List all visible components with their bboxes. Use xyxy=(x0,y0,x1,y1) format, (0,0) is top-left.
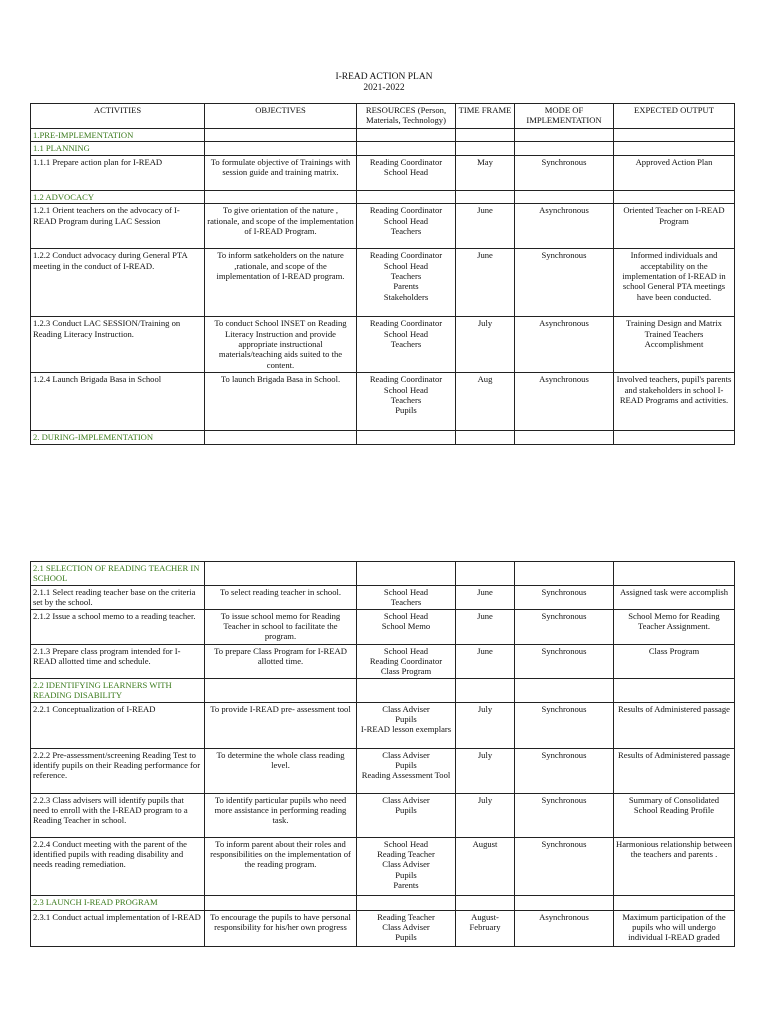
expected-output-cell: Summary of Consolidated School Reading Profile xyxy=(614,793,735,837)
mode-cell: Synchronous xyxy=(515,837,614,895)
mode-cell: Synchronous xyxy=(515,585,614,609)
time-frame-cell: May xyxy=(456,155,515,190)
objective-cell: To launch Brigada Basa in School. xyxy=(205,373,357,431)
table-row xyxy=(31,204,735,249)
table-row xyxy=(31,644,735,678)
resources-cell: Reading Coordinator School Head Teachers xyxy=(357,204,456,249)
section-label: 1.1 PLANNING xyxy=(31,142,205,155)
time-frame-cell: June xyxy=(456,204,515,249)
expected-output-cell: Class Program xyxy=(614,644,735,678)
expected-output-cell: Assigned task were accomplish xyxy=(614,585,735,609)
resources-cell: Reading Coordinator School Head Teachers Pupils xyxy=(357,373,456,431)
activity-cell: 2.2.2 Pre-assessment/screening Reading Test to identify pupils on their Reading performance for reference. xyxy=(31,748,205,793)
section-label: 2.2 IDENTIFYING LEARNERS WITH READING DISABILITY xyxy=(31,678,205,702)
resources-cell: Reading Coordinator School Head xyxy=(357,155,456,190)
time-frame-cell: June xyxy=(456,609,515,644)
objective-cell: To issue school memo for Reading Teacher in school to facilitate the program. xyxy=(205,609,357,644)
time-frame-cell: July xyxy=(456,317,515,373)
expected-output-cell: Maximum participation of the pupils who will undergo individual I-READ graded xyxy=(614,910,735,946)
activity-cell: 2.2.1 Conceptualization of I-READ xyxy=(31,702,205,748)
expected-output-cell: School Memo for Reading Teacher Assignment. xyxy=(614,609,735,644)
table-row xyxy=(31,837,735,895)
mode-cell: Synchronous xyxy=(515,644,614,678)
resources-cell: Class Adviser Pupils Reading Assessment Tool xyxy=(357,748,456,793)
objective-cell: To identify particular pupils who need more assistance in performing reading task. xyxy=(205,793,357,837)
table-row xyxy=(31,609,735,644)
section-row xyxy=(31,562,735,586)
action-plan-table-1 xyxy=(30,103,735,445)
time-frame-cell: June xyxy=(456,585,515,609)
mode-cell: Synchronous xyxy=(515,609,614,644)
time-frame-cell: Aug xyxy=(456,373,515,431)
section-row xyxy=(31,678,735,702)
section-label: 1.PRE-IMPLEMENTATION xyxy=(31,129,205,142)
time-frame-cell: July xyxy=(456,702,515,748)
mode-cell: Asynchronous xyxy=(515,204,614,249)
time-frame-cell: July xyxy=(456,793,515,837)
activity-cell: 1.2.2 Conduct advocacy during General PTA meeting in the conduct of I-READ. xyxy=(31,249,205,317)
expected-output-cell: Results of Administered passage xyxy=(614,702,735,748)
section-row xyxy=(31,431,735,444)
section-label: 2.3 LAUNCH I-READ PROGRAM xyxy=(31,895,205,910)
header-time-frame: TIME FRAME xyxy=(456,104,515,129)
time-frame-cell: June xyxy=(456,249,515,317)
activity-cell: 2.2.3 Class advisers will identify pupils that need to enroll with the I-READ program to a Reading Teacher in school. xyxy=(31,793,205,837)
table-header-row xyxy=(31,104,735,129)
mode-cell: Asynchronous xyxy=(515,373,614,431)
table-row xyxy=(31,702,735,748)
mode-cell: Synchronous xyxy=(515,793,614,837)
section-label: 1.2 ADVOCACY xyxy=(31,190,205,203)
section-label: 2. DURING-IMPLEMENTATION xyxy=(31,431,205,444)
resources-cell: School Head School Memo xyxy=(357,609,456,644)
resources-cell: Reading Coordinator School Head Teachers Parents Stakeholders xyxy=(357,249,456,317)
expected-output-cell: Results of Administered passage xyxy=(614,748,735,793)
activity-cell: 2.1.3 Prepare class program intended for I-READ allotted time and schedule. xyxy=(31,644,205,678)
time-frame-cell: July xyxy=(456,748,515,793)
objective-cell: To provide I-READ pre- assessment tool xyxy=(205,702,357,748)
resources-cell: School Head Teachers xyxy=(357,585,456,609)
table-row xyxy=(31,793,735,837)
objective-cell: To give orientation of the nature , rationale, and scope of the implementation of I-READ Program. xyxy=(205,204,357,249)
document-year: 2021-2022 xyxy=(363,83,405,93)
objective-cell: To formulate objective of Trainings with session guide and training matrix. xyxy=(205,155,357,190)
table-row xyxy=(31,155,735,190)
expected-output-cell: Involved teachers, pupil's parents and stakeholders in school I-READ Programs and activities. xyxy=(614,373,735,431)
activity-cell: 1.2.3 Conduct LAC SESSION/Training on Reading Literacy Instruction. xyxy=(31,317,205,373)
expected-output-cell: Approved Action Plan xyxy=(614,155,735,190)
resources-cell: Reading Teacher Class Adviser Pupils xyxy=(357,910,456,946)
mode-cell: Asynchronous xyxy=(515,910,614,946)
section-label: 2.1 SELECTION OF READING TEACHER IN SCHOOL xyxy=(31,562,205,586)
resources-cell: School Head Reading Coordinator Class Program xyxy=(357,644,456,678)
time-frame-cell: August-February xyxy=(456,910,515,946)
mode-cell: Synchronous xyxy=(515,748,614,793)
activity-cell: 1.2.1 Orient teachers on the advocacy of I-READ Program during LAC Session xyxy=(31,204,205,249)
resources-cell: Reading Coordinator School Head Teachers xyxy=(357,317,456,373)
header-expected-output: EXPECTED OUTPUT xyxy=(614,104,735,129)
activity-cell: 2.1.1 Select reading teacher base on the criteria set by the school. xyxy=(31,585,205,609)
expected-output-cell: Oriented Teacher on I-READ Program xyxy=(614,204,735,249)
activity-cell: 2.1.2 Issue a school memo to a reading teacher. xyxy=(31,609,205,644)
objective-cell: To encourage the pupils to have personal responsibility for his/her own progress xyxy=(205,910,357,946)
mode-cell: Asynchronous xyxy=(515,317,614,373)
table-row xyxy=(31,910,735,946)
header-objectives: OBJECTIVES xyxy=(205,104,357,129)
table-row xyxy=(31,317,735,373)
section-row xyxy=(31,190,735,203)
time-frame-cell: August xyxy=(456,837,515,895)
table-row xyxy=(31,373,735,431)
resources-cell: Class Adviser Pupils I-READ lesson exemplars xyxy=(357,702,456,748)
mode-cell: Synchronous xyxy=(515,155,614,190)
expected-output-cell: Training Design and Matrix Trained Teachers Accomplishment xyxy=(614,317,735,373)
header-activities: ACTIVITIES xyxy=(31,104,205,129)
activity-cell: 2.3.1 Conduct actual implementation of I-READ xyxy=(31,910,205,946)
objective-cell: To inform satkeholders on the nature ,rationale, and scope of the implementation of I-READ program. xyxy=(205,249,357,317)
activity-cell: 2.2.4 Conduct meeting with the parent of the identified pupils with reading disability and needs reading remediation. xyxy=(31,837,205,895)
header-mode: MODE OF IMPLEMENTATION xyxy=(515,104,614,129)
section-row xyxy=(31,129,735,142)
activity-cell: 1.1.1 Prepare action plan for I-READ xyxy=(31,155,205,190)
table-row xyxy=(31,748,735,793)
mode-cell: Synchronous xyxy=(515,702,614,748)
objective-cell: To select reading teacher in school. xyxy=(205,585,357,609)
action-plan-table-2 xyxy=(30,561,735,947)
objective-cell: To inform parent about their roles and responsibilities on the implementation of the reading program. xyxy=(205,837,357,895)
resources-cell: Class Adviser Pupils xyxy=(357,793,456,837)
expected-output-cell: Informed individuals and acceptability on the implementation of I-READ in school General PTA meetings have been conducted. xyxy=(614,249,735,317)
section-row xyxy=(31,142,735,155)
mode-cell: Synchronous xyxy=(515,249,614,317)
time-frame-cell: June xyxy=(456,644,515,678)
expected-output-cell: Harmonious relationship between the teachers and parents . xyxy=(614,837,735,895)
document-title: I-READ ACTION PLAN xyxy=(335,72,433,82)
table-row xyxy=(31,585,735,609)
table-row xyxy=(31,249,735,317)
section-row xyxy=(31,895,735,910)
objective-cell: To conduct School INSET on Reading Literacy Instruction and provide appropriate instructional materials/teaching aids suited to the content. xyxy=(205,317,357,373)
resources-cell: School Head Reading Teacher Class Adviser Pupils Parents xyxy=(357,837,456,895)
objective-cell: To determine the whole class reading level. xyxy=(205,748,357,793)
header-resources: RESOURCES (Person, Materials, Technology) xyxy=(357,104,456,129)
objective-cell: To prepare Class Program for I-READ allotted time. xyxy=(205,644,357,678)
activity-cell: 1.2.4 Launch Brigada Basa in School xyxy=(31,373,205,431)
